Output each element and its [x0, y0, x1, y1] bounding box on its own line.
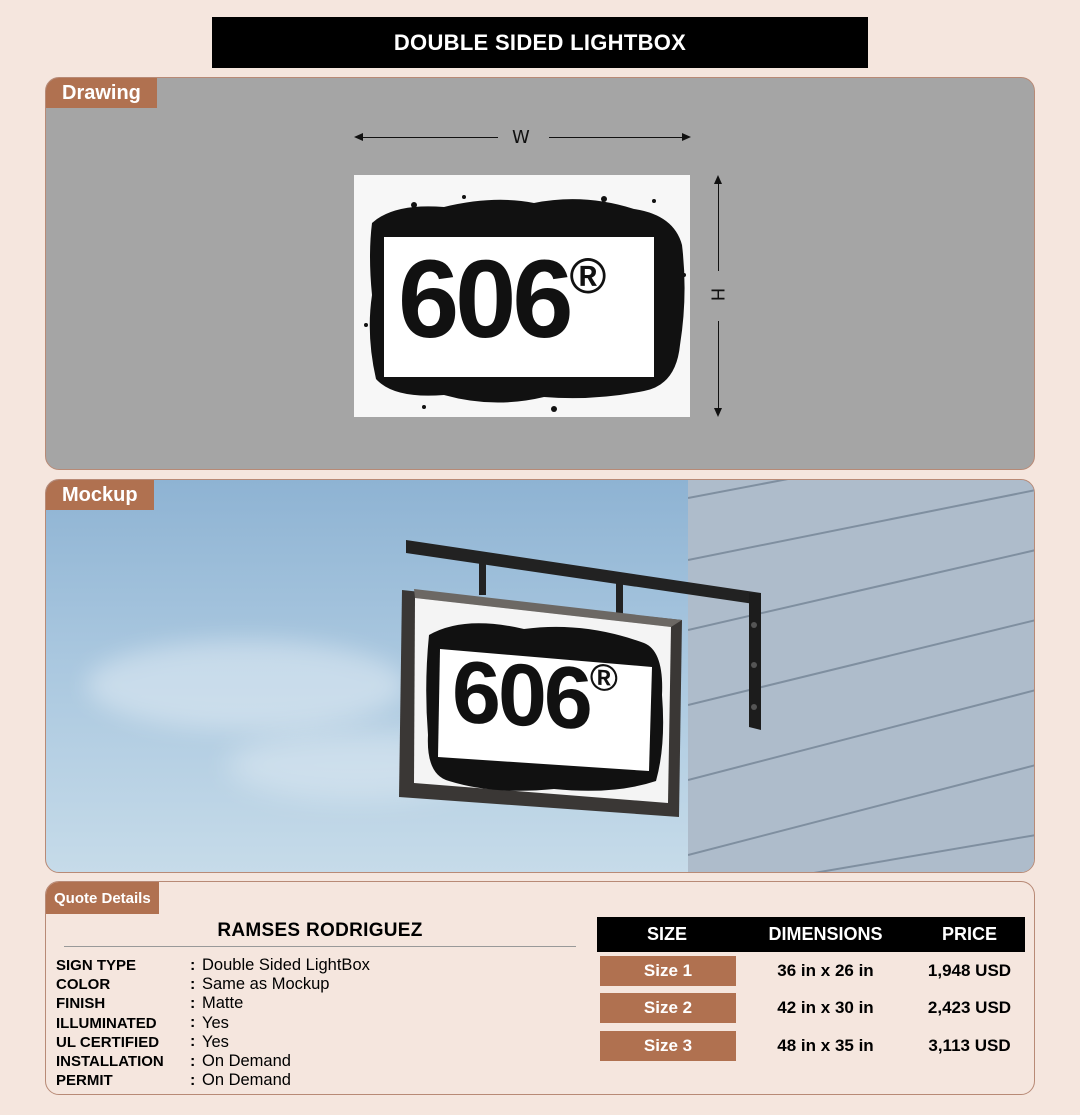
spec-key: ILLUMINATED	[56, 1014, 157, 1032]
logo-number: 606	[398, 238, 570, 361]
spec-colon: :	[190, 1033, 196, 1051]
sign-logo-text	[398, 238, 607, 361]
page-title: DOUBLE SIDED LIGHTBOX	[212, 17, 868, 68]
spec-list	[56, 956, 370, 1090]
spec-key: SIGN TYPE	[56, 957, 137, 975]
spec-value: Double Sided LightBox	[202, 956, 370, 975]
spec-colon: :	[190, 975, 196, 993]
height-arrow-top	[718, 178, 719, 271]
spec-colon: :	[190, 1071, 196, 1089]
price-cell: 1,948 USD	[927, 960, 1012, 980]
mockup-logo-number: 606	[452, 641, 590, 748]
spec-colon: :	[190, 1052, 196, 1070]
mockup-panel	[45, 479, 1035, 873]
spec-value: Yes	[202, 1032, 229, 1051]
column-header-dimensions: DIMENSIONS	[768, 924, 883, 944]
spec-row	[56, 1052, 370, 1071]
price-cell: 2,423 USD	[927, 998, 1012, 1018]
spec-row	[56, 1071, 370, 1090]
column-header-price: PRICE	[941, 924, 997, 944]
spec-row	[56, 994, 370, 1013]
customer-name: RAMSES RODRIGUEZ	[64, 920, 576, 947]
price-cell: 3,113 USD	[928, 1035, 1011, 1055]
width-arrowhead-left-icon	[354, 133, 363, 141]
column-header-size: SIZE	[646, 924, 687, 944]
spec-row	[56, 975, 370, 994]
mockup-logo-text	[452, 641, 618, 748]
spec-value: On Demand	[202, 1052, 291, 1071]
quote-tag: Quote Details	[46, 882, 159, 914]
cloud-shape	[86, 640, 406, 730]
width-arrowhead-right-icon	[682, 133, 691, 141]
mockup-tag: Mockup	[46, 480, 154, 510]
size-3-button[interactable]: Size 3	[600, 1031, 736, 1061]
spec-key: FINISH	[56, 995, 106, 1013]
registered-mark: ®	[569, 248, 607, 304]
width-arrow-right	[549, 137, 686, 138]
spec-colon: :	[190, 1014, 196, 1032]
size-2-button[interactable]: Size 2	[600, 993, 736, 1023]
table-row	[597, 1027, 1025, 1065]
sign-artwork	[354, 175, 690, 417]
dimensions-cell: 48 in x 35 in	[777, 1035, 874, 1055]
width-arrow-left	[356, 137, 498, 138]
table-row	[597, 952, 1025, 990]
spec-key: UL CERTIFIED	[56, 1033, 160, 1051]
price-table	[597, 917, 1025, 1065]
spec-key: INSTALLATION	[56, 1053, 164, 1071]
height-arrow-bottom	[718, 321, 719, 413]
spec-value: Yes	[202, 1013, 229, 1032]
size-1-button[interactable]: Size 1	[600, 956, 736, 986]
spec-row	[56, 1033, 370, 1052]
height-label: H	[706, 287, 728, 302]
spec-colon: :	[190, 994, 196, 1012]
spec-value: Same as Mockup	[202, 975, 330, 994]
spec-key: PERMIT	[56, 1072, 113, 1090]
dimensions-cell: 42 in x 30 in	[777, 998, 874, 1018]
spec-row	[56, 956, 370, 975]
spec-key: COLOR	[56, 976, 111, 994]
height-arrowhead-top-icon	[714, 175, 722, 184]
spec-value: Matte	[202, 994, 244, 1013]
spec-value: On Demand	[202, 1071, 291, 1090]
mockup-registered-mark: ®	[589, 656, 618, 701]
drawing-tag: Drawing	[46, 78, 157, 108]
width-label: W	[512, 127, 530, 148]
drawing-panel	[45, 77, 1035, 470]
height-arrowhead-bottom-icon	[714, 408, 722, 417]
quote-panel	[45, 881, 1035, 1095]
spec-row	[56, 1014, 370, 1033]
table-row	[597, 990, 1025, 1028]
spec-colon: :	[190, 956, 196, 974]
price-table-header	[597, 917, 1025, 952]
dimensions-cell: 36 in x 26 in	[777, 960, 874, 980]
